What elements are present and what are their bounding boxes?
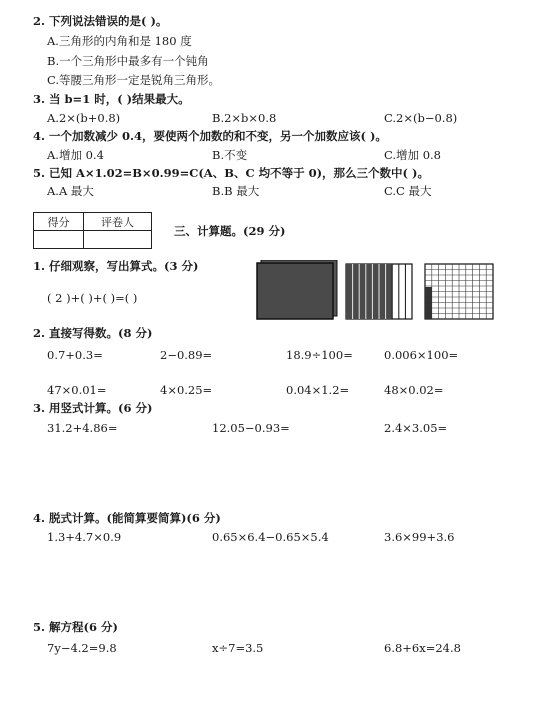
q3-option-c: C.2×(b−0.8) bbox=[384, 111, 458, 125]
grader-header: 评卷人 bbox=[84, 213, 152, 231]
c4-item: 1.3+4.7×0.9 bbox=[47, 530, 122, 544]
grader-cell[interactable] bbox=[84, 231, 152, 249]
c2-item: 0.04×1.2= bbox=[286, 383, 350, 397]
q4-option-b: B.不变 bbox=[212, 148, 248, 162]
q4-option-c: C.增加 0.8 bbox=[384, 148, 441, 162]
q3-stem: 3. 当 b=1 时，( )结果最大。 bbox=[33, 92, 190, 106]
q2-option-b: B.一个三角形中最多有一个钝角 bbox=[47, 54, 209, 68]
unit-square-figure bbox=[256, 260, 341, 322]
c1-formula: ( 2 )+( )+( )=( ) bbox=[47, 291, 138, 305]
c2-item: 0.7+0.3= bbox=[47, 348, 103, 362]
c5-item: 7y−4.2=9.8 bbox=[47, 641, 117, 655]
hundredths-grid-figure bbox=[424, 263, 496, 321]
c2-item: 4×0.25= bbox=[160, 383, 213, 397]
c3-item: 2.4×3.05= bbox=[384, 421, 448, 435]
c3-stem: 3. 用竖式计算。(6 分) bbox=[33, 401, 153, 415]
c5-item: 6.8+6x=24.8 bbox=[384, 641, 461, 655]
c2-item: 18.9÷100= bbox=[286, 348, 353, 362]
q3-option-a: A.2×(b+0.8) bbox=[47, 111, 121, 125]
c5-item: x÷7=3.5 bbox=[212, 641, 264, 655]
q2-option-c: C.等腰三角形一定是锐角三角形。 bbox=[47, 73, 221, 87]
c3-item: 31.2+4.86= bbox=[47, 421, 118, 435]
q5-stem: 5. 已知 A×1.02=B×0.99=C(A、B、C 均不等于 0)，那么三个数中( )。 bbox=[33, 166, 429, 180]
score-table bbox=[33, 212, 152, 249]
q2-option-a: A.三角形的内角和是 180 度 bbox=[47, 34, 192, 48]
q4-stem: 4. 一个加数减少 0.4，要使两个加数的和不变，另一个加数应该( )。 bbox=[33, 129, 387, 143]
c3-item: 12.05−0.93= bbox=[212, 421, 290, 435]
section3-title: 三、计算题。(29 分) bbox=[174, 224, 286, 238]
c2-item: 48×0.02= bbox=[384, 383, 444, 397]
q5-option-b: B.B 最大 bbox=[212, 184, 260, 198]
c2-stem: 2. 直接写得数。(8 分) bbox=[33, 326, 153, 340]
q5-option-a: A.A 最大 bbox=[47, 184, 94, 198]
q4-option-a: A.增加 0.4 bbox=[47, 148, 104, 162]
c4-item: 0.65×6.4−0.65×5.4 bbox=[212, 530, 329, 544]
c5-stem: 5. 解方程(6 分) bbox=[33, 620, 118, 634]
c4-stem: 4. 脱式计算。(能简算要简算)(6 分) bbox=[33, 511, 221, 525]
q3-option-b: B.2×b×0.8 bbox=[212, 111, 277, 125]
q5-option-c: C.C 最大 bbox=[384, 184, 432, 198]
score-header: 得分 bbox=[34, 213, 84, 231]
c4-item: 3.6×99+3.6 bbox=[384, 530, 455, 544]
c1-stem: 1. 仔细观察，写出算式。(3 分) bbox=[33, 259, 199, 273]
score-cell[interactable] bbox=[34, 231, 84, 249]
tenths-strips-figure bbox=[345, 263, 415, 321]
c2-item: 2−0.89= bbox=[160, 348, 213, 362]
c2-item: 0.006×100= bbox=[384, 348, 459, 362]
c2-item: 47×0.01= bbox=[47, 383, 107, 397]
q2-stem: 2. 下列说法错误的是( )。 bbox=[33, 14, 168, 28]
